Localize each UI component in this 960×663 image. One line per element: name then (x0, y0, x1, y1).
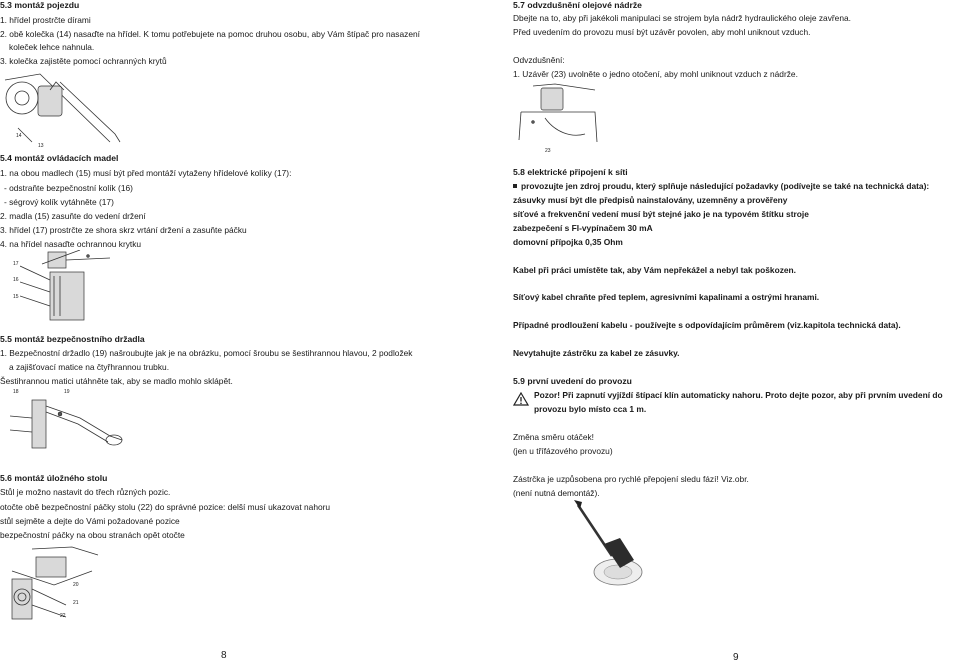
text-line: koleček lehce nahnula. (9, 42, 95, 52)
figure-handle-assembly (20, 250, 120, 325)
heading-5-8: 5.8 elektrické připojení k síti (513, 167, 628, 177)
heading-5-4: 5.4 montáž ovládacích madel (0, 153, 119, 163)
sub-heading: Odvzdušnění: (513, 55, 565, 65)
text-line: domovní přípojka 0,35 Ohm (513, 237, 623, 247)
text-line: 2. obě kolečka (14) nasaďte na hřídel. K tomu potřebujete na pomoc druhou osobu, aby Vám štípač pro nasazení (0, 29, 420, 39)
bullet-text: provozujte jen zdroj proudu, který splňuje následující požadavky (podívejte se také na technická data): (521, 181, 930, 191)
figure-label: 19 (64, 389, 70, 395)
text-line: Před uvedením do provozu musí být uzávěr povolen, aby mohl uniknout vzduch. (513, 27, 811, 37)
note-line: Případné prodloužení kabelu - používejte s odpovídajícím průměrem (viz.kapitola technická data). (513, 320, 901, 330)
figure-label: 22 (60, 613, 66, 619)
figure-label: 16 (13, 277, 19, 283)
figure-label: 18 (13, 389, 19, 395)
warning-line: provozu bylo místo cca 1 m. (534, 404, 647, 414)
text-line: 1. Uzávěr (23) uvolněte o jedno otočení, aby mohl uniknout vzduch z nádrže. (513, 69, 798, 79)
text-line: a zajišťovací matice na čtyřhrannou trubku. (9, 362, 170, 372)
text-line: 3. hřídel (17) prostrčte ze shora skrz vrtání držení a zasuňte páčku (0, 225, 247, 235)
text-line: - ségrový kolík vytáhněte (17) (4, 197, 114, 207)
figure-wheel-assembly (0, 72, 140, 152)
text-line: Stůl je možno nastavit do třech různých pozic. (0, 487, 171, 497)
figure-label: 15 (13, 294, 19, 300)
text-line: - odstraňte bezpečnostní kolík (16) (4, 183, 133, 193)
heading-5-3: 5.3 montáž pojezdu (0, 0, 80, 10)
text-line: 1. Bezpečnostní držadlo (19) našroubujte jak je na obrázku, pomocí šroubu se šestihrannou hlavou, 2 podložek (0, 348, 413, 358)
text-line: bezpečnostní páčky na obou stranách opět otočte (0, 530, 185, 540)
text-line: síťové a frekvenční vedení musí být stejné jako je na typovém štítku stroje (513, 209, 809, 219)
text-line: 3. kolečka zajistěte pomocí ochranných krytů (0, 56, 167, 66)
warning-icon (513, 392, 529, 406)
figure-label: 13 (38, 143, 44, 149)
figure-label: 14 (16, 133, 22, 139)
text-line: 1. na obou madlech (15) musí být před montáží vytaženy hřídelové kolíky (17): (0, 168, 292, 178)
text-line: 1. hřídel prostrčte dírami (0, 15, 91, 25)
text-line: 2. madla (15) zasuňte do vedení držení (0, 211, 146, 221)
text-line: (jen u třífázového provozu) (513, 446, 613, 456)
note-line: Síťový kabel chraňte před teplem, agresivními kapalinami a ostrými hranami. (513, 292, 820, 302)
text-line: (není nutná demontáž). (513, 488, 600, 498)
bullet-line (513, 181, 929, 191)
figure-label: 23 (545, 148, 551, 154)
page-number: 8 (221, 650, 227, 661)
text-line: Dbejte na to, aby při jakékoli manipulaci se strojem byla nádrž hydraulického oleje zavřena. (513, 13, 851, 23)
text-line: 4. na hřídel nasaďte ochrannou krytku (0, 239, 142, 249)
figure-safety-handle (10, 396, 130, 456)
note-line: Nevytahujte zástrčku za kabel ze zásuvky. (513, 348, 680, 358)
figure-table-assembly (2, 545, 112, 623)
text-line: zásuvky musí být dle předpisů nainstalovány, uzemněny a prověřeny (513, 195, 788, 205)
text-line: Změna směru otáček! (513, 432, 594, 442)
figure-label: 17 (13, 261, 19, 267)
figure-label: 20 (73, 582, 79, 588)
note-line: Kabel při práci umístěte tak, aby Vám nepřekážel a nebyl tak poškozen. (513, 265, 796, 275)
text-line: otočte obě bezpečnostní páčky stolu (22) do správné pozice: delší musí ukazovat nahoru (0, 502, 331, 512)
heading-5-6: 5.6 montáž úložného stolu (0, 473, 108, 483)
page-number: 9 (733, 652, 739, 663)
heading-5-5: 5.5 montáž bezpečnostního držadla (0, 334, 145, 344)
warning-line: Pozor! Při zapnutí vyjíždí štípací klín automaticky nahoru. Proto dejte pozor, aby při prvním uvedení do (534, 390, 943, 400)
figure-label: 21 (73, 600, 79, 606)
text-line: Zástrčka je uzpůsobena pro rychlé přepojení sledu fází! Viz.obr. (513, 474, 749, 484)
text-line: stůl sejměte a dejte do Vámi požadované pozice (0, 516, 180, 526)
heading-5-7: 5.7 odvzdušnění olejové nádrže (513, 0, 642, 10)
figure-oil-tank-cap (515, 82, 600, 147)
text-line: Šestihrannou matici utáhněte tak, aby se madlo mohlo sklápět. (0, 376, 233, 386)
bullet-icon (513, 184, 517, 188)
heading-5-9: 5.9 první uvedení do provozu (513, 376, 632, 386)
text-line: zabezpečení s FI-vypínačem 30 mA (513, 223, 653, 233)
screwdriver-figure (568, 500, 646, 590)
